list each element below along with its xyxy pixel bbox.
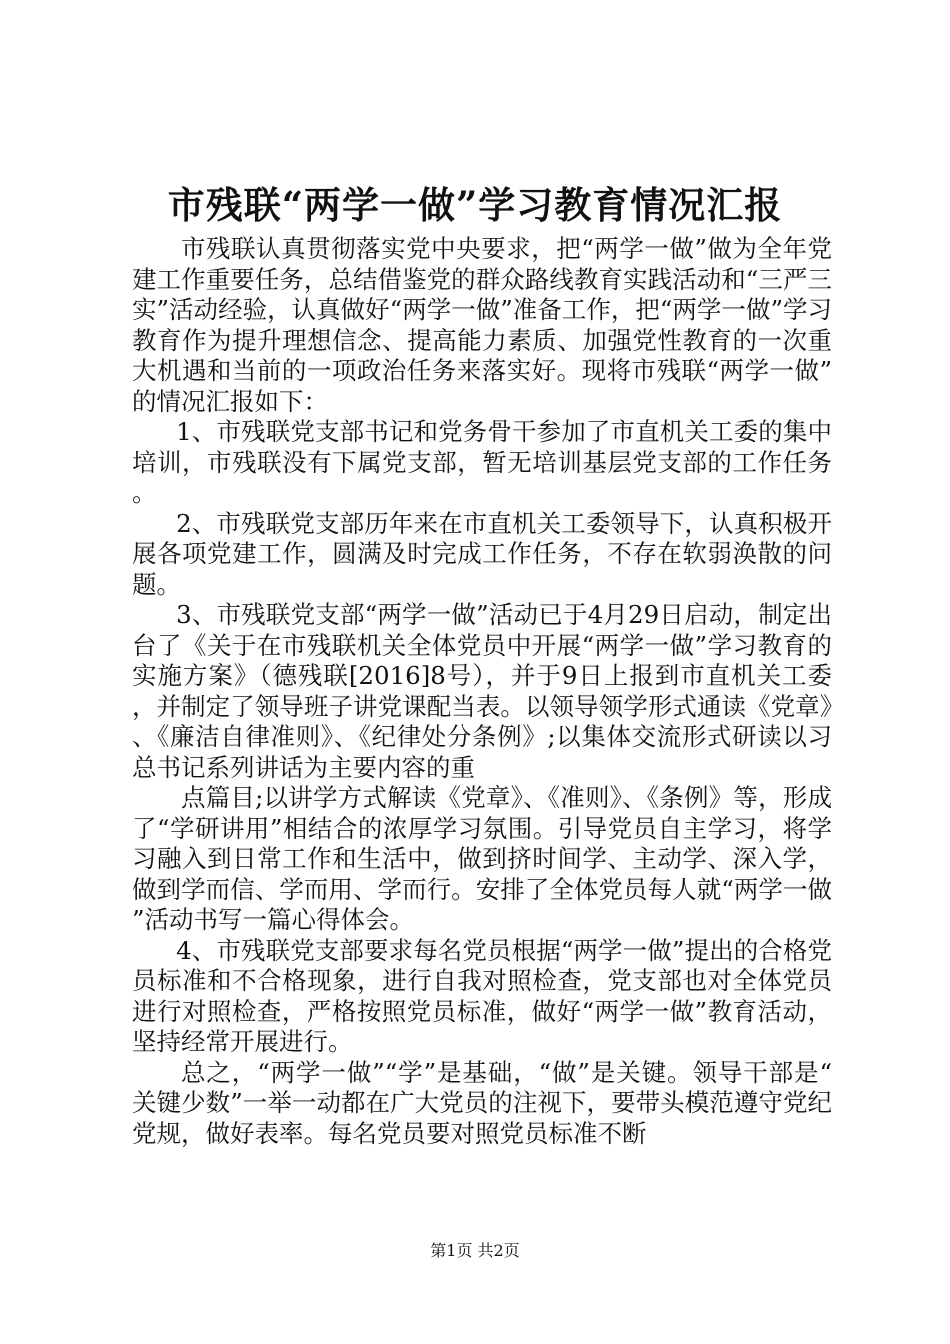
paragraph-item-4: 4、市残联党支部要求每名党员根据“两学一做”提出的合格党员标准和不合格现象，进行自我对照检查，党支部也对全体党员进行对照检查，严格按照党员标准，做好“两学一做”教育活动，坚持经常开展进行。 [132, 935, 832, 1056]
paragraph-item-3-continued: 点篇目;以讲学方式解读《党章》、《准则》、《条例》等，形成了“学研讲用”相结合的浓厚学习氛围。引导党员自主学习，将学习融入到日常工作和生活中，做到挤时间学、主动学、深入学，做到学而信、学而用、学而行。安排了全体党员每人就“两学一做”活动书写一篇心得体会。 [132, 783, 832, 934]
document-body [132, 234, 832, 1149]
paragraph-item-3: 3、市残联党支部“两学一做”活动已于4月29日启动，制定出台了《关于在市残联机关全体党员中开展“两学一做”学习教育的实施方案》（德残联[2016]8号），并于9日上报到市直机关工委，并制定了领导班子讲党课配当表。以领导领学形式通读《党章》、《廉洁自律准则》、《纪律处分条例》;以集体交流形式研读以习总书记系列讲话为主要内容的重 [132, 600, 832, 782]
paragraph-item-2: 2、市残联党支部历年来在市直机关工委领导下，认真积极开展各项党建工作，圆满及时完成工作任务，不存在软弱涣散的问题。 [132, 508, 832, 599]
paragraph-item-1: 1、市残联党支部书记和党务骨干参加了市直机关工委的集中培训，市残联没有下属党支部，暂无培训基层党支部的工作任务。 [132, 417, 832, 507]
page-number-footer: 第1页 共2页 [430, 1241, 520, 1260]
paragraph-intro: 市残联认真贯彻落实党中央要求，把“两学一做”做为全年党建工作重要任务，总结借鉴党的群众路线教育实践活动和“三严三实”活动经验，认真做好“两学一做”准备工作，把“两学一做”学习教育作为提升理想信念、提高能力素质、加强党性教育的一次重大机遇和当前的一项政治任务来落实好。现将市残联“两学一做”的情况汇报如下： [132, 234, 832, 416]
document-title: 市残联“两学一做”学习教育情况汇报 [167, 183, 783, 227]
paragraph-summary: 总之，“两学一做”“学”是基础，“做”是关键。领导干部是“关键少数”一举一动都在广大党员的注视下，要带头模范遵守党纪党规，做好表率。每名党员要对照党员标准不断 [132, 1057, 832, 1148]
